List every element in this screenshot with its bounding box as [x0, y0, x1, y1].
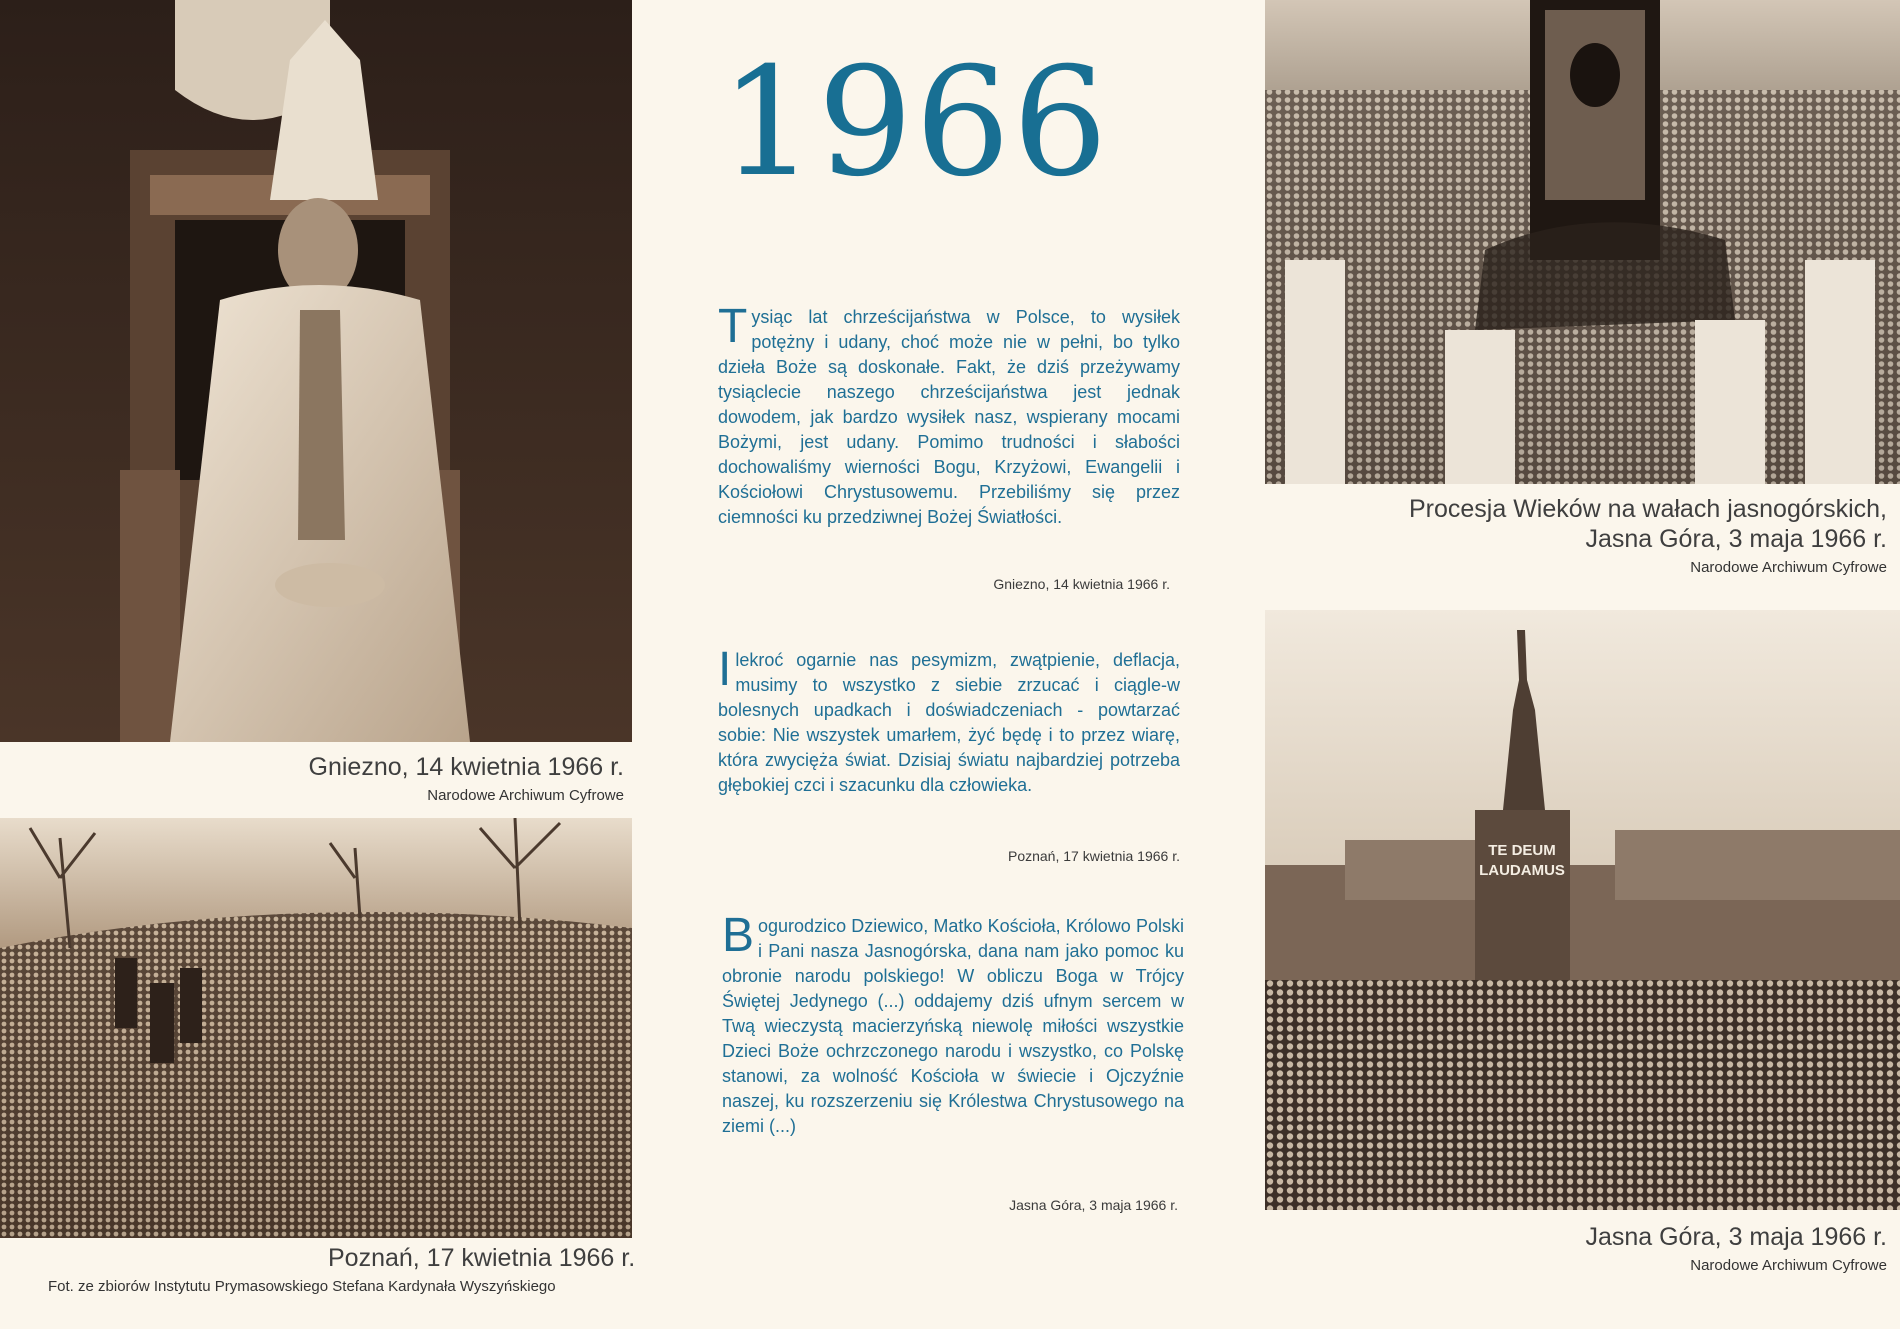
quote-text: ysiąc lat chrześcijaństwa w Polsce, to wysiłek potężny i udany, choć może nie w pełni, bo tylko dzieła Boże są doskonałe. Fakt, że dziś przeżywamy tysiąclecie naszego chrześcijaństwa jest jednak dowodem, jak bardzo wysiłek nasz, wspierany mocami Bożymi, jest udany. Pomimo trudności i słabości dochowaliśmy wierności Bogu, Krzyżowi, Ewangelii i Kościołowi Chrystusowemu. Przebiliśmy się przez ciemności ku przedziwnej Bożej Światłości. [718, 307, 1180, 527]
caption-poznan-crowd [48, 1243, 648, 1297]
quote-poznan [718, 643, 1180, 798]
quote-text: ogurodzico Dziewico, Matko Kościoła, Królowo Polski i Pani nasza Jasnogórska, dana nam jako pomoc ku obronie narodu polskiego! W obliczu Boga w Trójcy Świętej Jedynego (...) oddajemy dziś ufnym sercem w Twą wieczystą macierzyńską niewolę miłości wszystkie Dzieci Boże ochrzczonego narodu i wszystko, co Polskę stanowi, za wolność Kościoła w świecie i Ojczyźnie naszej, ku rozszerzeniu się Królestwa Chrystusowego na ziemi (...) [722, 916, 1184, 1136]
quote-jasna-gora [722, 909, 1184, 1139]
photo-gniezno-portrait [0, 0, 632, 742]
quote-gniezno [718, 300, 1180, 530]
caption-credit: Narodowe Archiwum Cyfrowe [1690, 559, 1887, 576]
photo-procesja-wiekow [1265, 0, 1900, 484]
quote-source-poznan: Poznań, 17 kwietnia 1966 r. [1007, 848, 1180, 864]
caption-credit: Fot. ze zbiorów Instytutu Prymasowskiego Stefana Kardynała Wyszyńskiego [48, 1278, 556, 1295]
caption-title: Poznań, 17 kwietnia 1966 r. [328, 1244, 636, 1272]
caption-title-line2: Jasna Góra, 3 maja 1966 r. [1585, 525, 1887, 553]
caption-jasna-gora-crowd [1265, 1222, 1887, 1276]
photo-poznan-crowd-image [0, 818, 632, 1238]
photo-procesja-wiekow-image [1265, 0, 1900, 484]
caption-credit: Narodowe Archiwum Cyfrowe [427, 787, 624, 804]
quote-source-jasna-gora: Jasna Góra, 3 maja 1966 r. [1009, 1197, 1178, 1213]
banner-text: TE DEUM [1488, 842, 1556, 859]
quote-initial: I [718, 643, 732, 696]
photo-poznan-crowd [0, 818, 632, 1238]
quote-initial: B [722, 909, 755, 962]
quote-source-gniezno: Gniezno, 14 kwietnia 1966 r. [993, 576, 1170, 592]
caption-procesja-wiekow [1265, 494, 1887, 578]
caption-title: Gniezno, 14 kwietnia 1966 r. [308, 753, 624, 781]
caption-title: Jasna Góra, 3 maja 1966 r. [1585, 1223, 1887, 1251]
caption-title-line1: Procesja Wieków na wałach jasnogórskich, [1409, 495, 1887, 523]
page-title-year: 1966 [720, 36, 1110, 210]
caption-credit: Narodowe Archiwum Cyfrowe [1690, 1257, 1887, 1274]
banner-text-2: LAUDAMUS [1479, 862, 1565, 879]
photo-jasna-gora-crowd [1265, 610, 1900, 1210]
photo-jasna-gora-crowd-image [1265, 610, 1900, 1210]
quote-text: lekroć ogarnie nas pesymizm, zwątpienie, deflacja, musimy to wszystko z siebie zrzucać i ciągle-w bolesnych upadkach i doświadczeniach - powtarzać sobie: Nie wszystek umarłem, żyć będę i to przez wiarę, która zwycięża świat. Dzisiaj światu najbardziej potrzeba głębokiej czci i szacunku dla człowieka. [718, 650, 1180, 795]
caption-gniezno-portrait [0, 752, 624, 806]
photo-gniezno-portrait-image [0, 0, 632, 742]
quote-initial: T [718, 300, 748, 353]
